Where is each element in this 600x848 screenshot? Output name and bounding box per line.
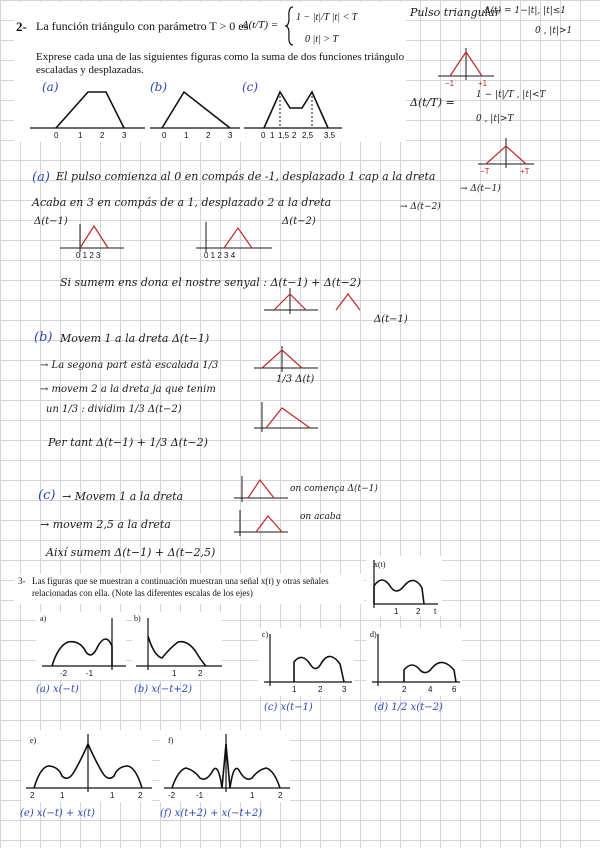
fig-c-tick-35: 3.5 bbox=[324, 131, 336, 140]
answer-b-conclusion: Per tant Δ(t−1) + 1/3 Δ(t−2) bbox=[48, 436, 208, 449]
fig-b-label: (b) bbox=[150, 80, 168, 94]
margin-def1: Δ(t) = 1−|t|, |t|≤1 bbox=[484, 6, 567, 16]
answer-a-ticks-2: 0 1 2 3 4 bbox=[204, 251, 236, 260]
panel-f-label: f) bbox=[168, 736, 174, 745]
fig-b-tick-1: 1 bbox=[184, 131, 189, 140]
margin-def2-a: 1 − |t|/T , |t|<T bbox=[476, 90, 546, 100]
margin-tick-neg: −1 bbox=[445, 79, 455, 88]
answer-b-line2: → La segona part està escalada 1/3 bbox=[40, 360, 219, 371]
panel-e-tick-1: 1 bbox=[60, 791, 65, 800]
panel-b-tick-0: 1 bbox=[172, 669, 177, 678]
answer-b-sketch-2 bbox=[252, 398, 322, 438]
xt-tick-1: 1 bbox=[394, 607, 399, 616]
answer-b-line3: → movem 2 a la dreta ja que tenim bbox=[40, 384, 216, 395]
fig-c-double-triangle bbox=[244, 82, 344, 142]
fig-c-label: (c) bbox=[242, 80, 259, 94]
arrow-note-2: → Δ(t−2) bbox=[400, 202, 441, 212]
margin-def2-lhs: Δ(t/T) = bbox=[410, 96, 455, 109]
panel-a-label: a) bbox=[40, 614, 47, 623]
margin-tick-posT: +T bbox=[520, 167, 530, 176]
problem2-instruction-2: escaladas y desplazadas. bbox=[36, 64, 144, 76]
answer-c-note2: on acaba bbox=[300, 512, 341, 522]
problem2-intro: La función triángulo con parámetro T > 0 es bbox=[36, 19, 249, 33]
panel-e-tick-2: 1 bbox=[110, 791, 115, 800]
panel-b-answer: (b) x(−t+2) bbox=[134, 684, 192, 695]
fig-b-triangle bbox=[150, 82, 250, 142]
answer-c-label: (c) bbox=[38, 488, 56, 503]
fig-b-tick-3: 3 bbox=[228, 131, 233, 140]
answer-c-conclusion: Així sumem Δ(t−1) + Δ(t−2,5) bbox=[46, 546, 216, 559]
fig-c-tick-15: 1,5 bbox=[278, 131, 290, 140]
triangle-formula-lhs: Δ(t/T) = bbox=[242, 19, 279, 31]
fig-a-tick-0: 0 bbox=[54, 131, 59, 140]
answer-a-sub2: Δ(t−2) bbox=[282, 216, 316, 227]
answer-a-label: (a) bbox=[32, 170, 50, 185]
panel-e-answer: (e) x(−t) + x(t) bbox=[20, 808, 95, 819]
panel-a-tick-1: -1 bbox=[86, 669, 94, 678]
fig-a-trapezoid bbox=[30, 82, 150, 142]
fig-c-tick-1: 1 bbox=[270, 131, 275, 140]
panel-c-tick-1: 2 bbox=[318, 685, 323, 694]
panel-b-tick-1: 2 bbox=[198, 669, 203, 678]
panel-a-answer: (a) x(−t) bbox=[36, 684, 79, 695]
xt-tick-t: t bbox=[434, 607, 437, 616]
panel-f-tick-2: 1 bbox=[250, 791, 255, 800]
panel-d-tick-1: 4 bbox=[428, 685, 433, 694]
panel-b-label: b) bbox=[134, 614, 141, 623]
fig-c-tick-2: 2 bbox=[292, 131, 297, 140]
fig-c-tick-0: 0 bbox=[261, 131, 266, 140]
panel-f-graph bbox=[160, 730, 294, 804]
panel-f-tick-0: -2 bbox=[168, 791, 176, 800]
answer-b-mid-label: 1/3 Δ(t) bbox=[276, 374, 315, 385]
panel-c-tick-2: 3 bbox=[342, 685, 347, 694]
formula-case-1: 1 − |t|/T |t| < T bbox=[296, 12, 358, 23]
answer-c-line1: → Movem 1 a la dreta bbox=[62, 490, 184, 503]
margin-title: Pulso triangular bbox=[410, 6, 501, 19]
fig-a-tick-1: 1 bbox=[78, 131, 83, 140]
fig-a-label: (a) bbox=[42, 80, 59, 94]
problem2-instruction-1: Exprese cada una de las siguientes figuras como la suma de dos funciones triángulo bbox=[36, 51, 405, 63]
panel-c-answer: (c) x(t−1) bbox=[264, 702, 313, 713]
formula-brace bbox=[286, 6, 294, 46]
panel-d-tick-0: 2 bbox=[402, 685, 407, 694]
panel-c-label: c) bbox=[262, 630, 269, 639]
answer-b-right-label: Δ(t−1) bbox=[374, 314, 408, 325]
panel-a-tick-0: -2 bbox=[60, 669, 68, 678]
panel-d-label: d) bbox=[370, 630, 377, 639]
answer-a-ticks-1: 0 1 2 3 bbox=[76, 251, 101, 260]
problem3-number: 3- bbox=[18, 576, 26, 586]
panel-c-tick-0: 1 bbox=[292, 685, 297, 694]
answer-a-line2: Acaba en 3 en compás de a 1, desplazado 2 a la dreta bbox=[32, 196, 332, 209]
panel-d-graph bbox=[366, 628, 464, 698]
fig-b-tick-2: 2 bbox=[206, 131, 211, 140]
margin-unit-triangle bbox=[436, 46, 496, 86]
answer-a-sketch-2 bbox=[196, 218, 276, 262]
panel-f-tick-3: 2 bbox=[278, 791, 283, 800]
panel-e-label: e) bbox=[30, 736, 37, 745]
panel-e-graph bbox=[22, 730, 156, 804]
fig-a-tick-2: 2 bbox=[100, 131, 105, 140]
answer-b-line4: un 1/3 : dividim 1/3 Δ(t−2) bbox=[46, 404, 182, 415]
margin-tick-pos: +1 bbox=[478, 79, 488, 88]
panel-d-answer: (d) 1/2 x(t−2) bbox=[374, 702, 443, 713]
xt-graph bbox=[366, 556, 446, 618]
answer-c-line2: → movem 2,5 a la dreta bbox=[40, 518, 171, 531]
fig-b-tick-0: 0 bbox=[162, 131, 167, 140]
problem2-number: 2- bbox=[16, 19, 27, 34]
fig-c-tick-25: 2,5 bbox=[302, 131, 314, 140]
answer-c-note1: on comença Δ(t−1) bbox=[290, 484, 378, 494]
answer-c-sketch-2 bbox=[232, 508, 292, 542]
margin-scaled-triangle bbox=[476, 134, 536, 174]
problem3-line2: relacionadas con ella. (Note las diferentes escalas de los ejes) bbox=[32, 588, 253, 598]
panel-f-answer: (f) x(t+2) + x(−t+2) bbox=[160, 808, 263, 819]
panel-f-tick-1: -1 bbox=[196, 791, 204, 800]
answer-a-conclusion: Si sumem ens dona el nostre senyal : Δ(t−1) + Δ(t−2) bbox=[60, 276, 362, 289]
answer-b-label: (b) bbox=[34, 330, 53, 345]
fig-a-tick-3: 3 bbox=[122, 131, 127, 140]
margin-def1b: 0 , |t|>1 bbox=[535, 26, 573, 36]
margin-def2-b: 0 , |t|>T bbox=[476, 114, 514, 124]
answer-c-sketch-1 bbox=[232, 474, 292, 508]
formula-case-2: 0 |t| > T bbox=[305, 34, 339, 45]
panel-d-tick-2: 6 bbox=[452, 685, 457, 694]
panel-a-graph bbox=[36, 612, 130, 682]
answer-a-line1: El pulso comienza al 0 en compás de -1, desplazado 1 cap a la dreta bbox=[56, 170, 436, 183]
panel-e-tick-0: 2 bbox=[30, 791, 35, 800]
answer-a-sum-sketch bbox=[262, 286, 382, 326]
answer-b-line1: Movem 1 a la dreta Δ(t−1) bbox=[60, 332, 210, 345]
answer-a-sub1: Δ(t−1) bbox=[34, 216, 68, 227]
panel-e-tick-3: 2 bbox=[138, 791, 143, 800]
xt-label: x(t) bbox=[374, 560, 386, 569]
problem3-line1: Las figuras que se muestran a continuación muestran una señal x(t) y otras señales bbox=[32, 576, 329, 586]
answer-a-sketch-1 bbox=[60, 218, 130, 262]
panel-c-graph bbox=[258, 628, 356, 698]
margin-tick-negT: −T bbox=[480, 167, 490, 176]
panel-b-graph bbox=[132, 612, 226, 682]
xt-tick-2: 2 bbox=[416, 607, 421, 616]
arrow-note-1: → Δ(t−1) bbox=[460, 184, 501, 194]
